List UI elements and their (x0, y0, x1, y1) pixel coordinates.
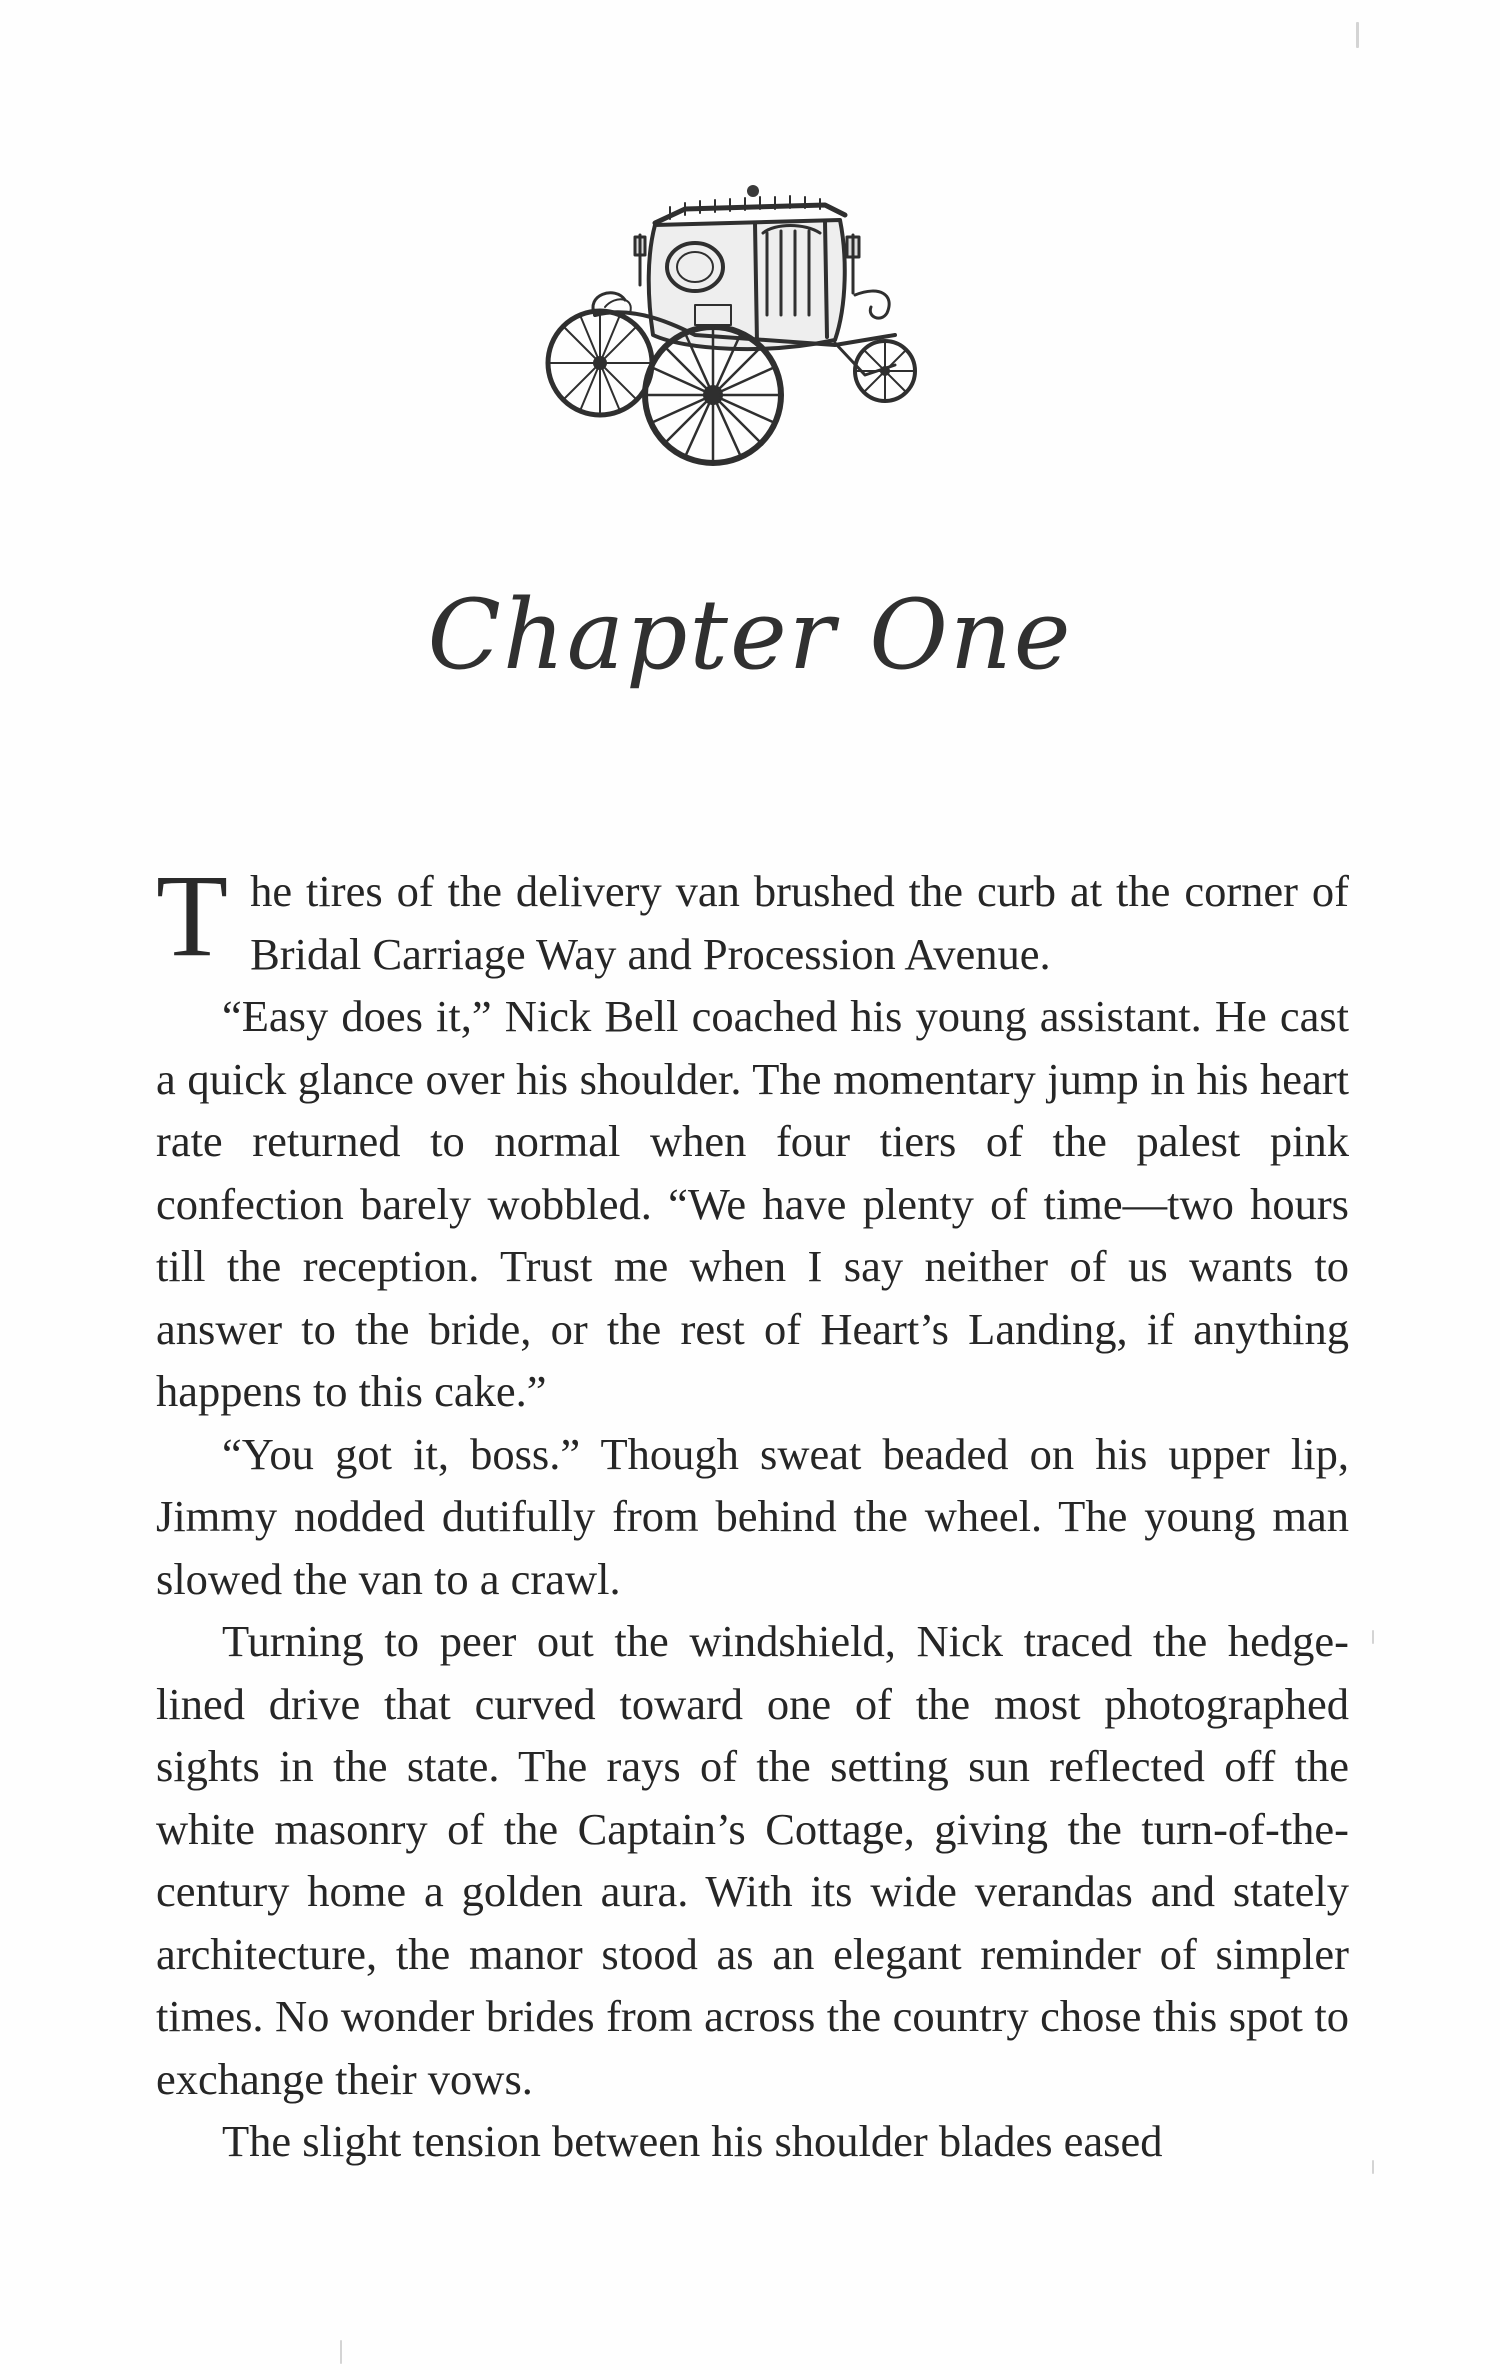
chapter-title: Chapter One (427, 579, 1073, 691)
scan-mark (1372, 2160, 1374, 2174)
drop-cap: T (156, 850, 229, 981)
paragraph-1 (156, 850, 1349, 985)
chapter-body (156, 850, 1349, 2173)
carriage-illustration (535, 175, 935, 495)
paragraph-3: “You got it, boss.” Though sweat beaded on his upper lip, Jimmy nodded dutifully from behind the wheel. The young man slowed the van to a crawl. (156, 1428, 1349, 1604)
paragraph-5: The slight tension between his shoulder blades eased (222, 2116, 1163, 2166)
scan-mark (1372, 1630, 1374, 1644)
paragraph-text: he tires of the delivery van brushed the curb at the corner of Bridal Carriage Way and Procession Avenue. (250, 866, 1349, 979)
scan-mark (340, 2340, 342, 2364)
paragraph-2: “Easy does it,” Nick Bell coached his young assistant. He cast a quick glance over his shoulder. The momentary jump in his heart rate returned to normal when four tiers of the palest pink confection barely wobbled. “We have plenty of time—two hours till the reception. Trust me when I say neither of us wants to answer to the bride, or the rest of Heart’s Landing, if anything happens to this cake.” (156, 991, 1349, 1416)
paragraph-4: Turning to peer out the windshield, Nick traced the hedge-lined drive that curved toward one of the most photographed sights in the state. The rays of the setting sun reflected off the white masonry of the Captain’s Cottage, giving the turn-of-the-century home a golden aura. With its wide verandas and stately architecture, the manor stood as an elegant reminder of simpler times. No wonder brides from across the country chose this spot to exchange their vows. (156, 1616, 1349, 2104)
scan-mark (1356, 22, 1359, 48)
